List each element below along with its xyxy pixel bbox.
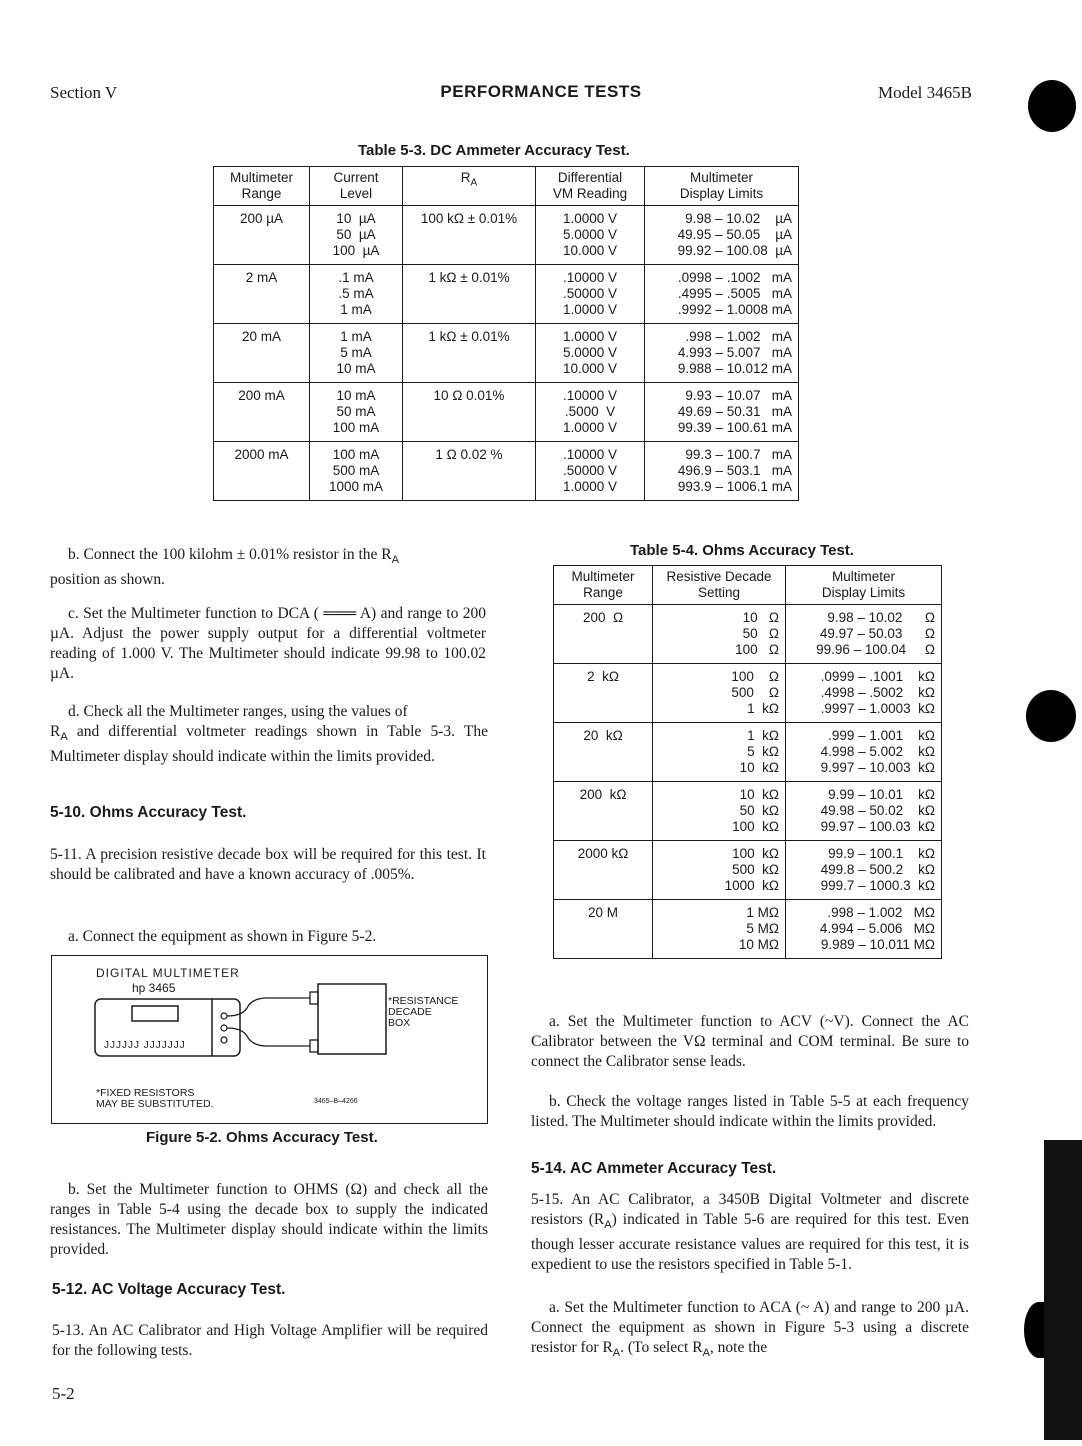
step-a-acv-paragraph: a. Set the Multimeter function to ACV (~V). Connect the AC Calibrator between the VΩ terminal and COM terminal. Be sure to connect the Calibrator sense leads. bbox=[531, 1013, 969, 1070]
table-cell-limits: 9.98 – 10.02 Ω 49.97 – 50.03 Ω 99.96 – 100.04 Ω bbox=[786, 605, 942, 664]
table-cell-setting: 10 Ω 50 Ω 100 Ω bbox=[653, 605, 786, 664]
table-row bbox=[554, 605, 942, 664]
table-cell-limits: 99.9 – 100.1 kΩ 499.8 – 500.2 kΩ 999.7 – 1000.3 kΩ bbox=[786, 841, 942, 900]
step-b-ohms-paragraph: b. Set the Multimeter function to OHMS (Ω) and check all the ranges in Table 5-4 using the decade box to supply the indicated resistances. The Multimeter display should indicate within the limits provided. bbox=[50, 1181, 488, 1258]
table-cell-ra: 10 Ω 0.01% bbox=[403, 383, 536, 442]
column-header: Current Level bbox=[310, 167, 403, 206]
paragraph-5-15: 5-15. An AC Calibrator, a 3450B Digital Voltmeter and discrete resistors $(R_A)$ indicated in Table 5-6 are required for this test. Even though lesser accurate resistance values are required for this test, it is expedient to use the resistors specified in Table 5-1. bbox=[531, 1191, 969, 1274]
paragraph-5-13: 5-13. An AC Calibrator and High Voltage Amplifier will be required for the following tests. bbox=[52, 1322, 488, 1359]
table-cell-limits: .998 – 1.002 MΩ 4.994 – 5.006 MΩ 9.989 – 10.011 MΩ bbox=[786, 900, 942, 959]
table-cell-setting: 100 kΩ 500 kΩ 1000 kΩ bbox=[653, 841, 786, 900]
step-d-paragraph: d. Check all the Multimeter ranges, using the values of $R_A$ and differential voltmeter readings shown in Table 5-3. The Multimeter display should indicate within the limits provided. bbox=[50, 703, 488, 766]
column-header: Multimeter Range bbox=[554, 566, 653, 605]
step-a-aca-paragraph: a. Set the Multimeter function to ACA (~ A) and range to 200 µA. Connect the equipment as shown in Figure 5-3 using a discrete resistor for $R_A$. (To select $R_A$, note the bbox=[531, 1299, 969, 1360]
table-cell-setting: 100 Ω 500 Ω 1 kΩ bbox=[653, 664, 786, 723]
section-5-12-heading: 5-12. AC Voltage Accuracy Test. bbox=[52, 1281, 286, 1298]
column-header: Resistive Decade Setting bbox=[653, 566, 786, 605]
table-row bbox=[214, 324, 799, 383]
table-cell-range: 2000 mA bbox=[214, 442, 310, 501]
table-cell-setting: 1 MΩ 5 MΩ 10 MΩ bbox=[653, 900, 786, 959]
table-row bbox=[214, 265, 799, 324]
table-cell-vm: .10000 V .50000 V 1.0000 V bbox=[536, 265, 645, 324]
table-cell-levels: 10 µA 50 µA 100 µA bbox=[310, 206, 403, 265]
table-cell-vm: 1.0000 V 5.0000 V 10.000 V bbox=[536, 324, 645, 383]
table-cell-levels: .1 mA .5 mA 1 mA bbox=[310, 265, 403, 324]
step-b-paragraph: b. Connect the 100 kilohm ± 0.01% resistor in the $R_A$ position as shown. bbox=[50, 546, 399, 589]
table-5-3-caption: Table 5-3. DC Ammeter Accuracy Test. bbox=[358, 142, 630, 159]
page-edge-shadow bbox=[1044, 1140, 1082, 1440]
table-row bbox=[554, 664, 942, 723]
table-5-3 bbox=[213, 166, 799, 501]
table-cell-levels: 10 mA 50 mA 100 mA bbox=[310, 383, 403, 442]
table-cell-range: 2 mA bbox=[214, 265, 310, 324]
table-cell-ra: 100 kΩ ± 0.01% bbox=[403, 206, 536, 265]
fixed-resistors-note: *FIXED RESISTORS MAY BE SUBSTITUTED. bbox=[96, 1087, 214, 1110]
paragraph-5-11: 5-11. A precision resistive decade box will be required for this test. It should be calibrated and have a known accuracy of .005%. bbox=[50, 846, 486, 883]
binder-hole-middle bbox=[1026, 690, 1076, 742]
section-5-10-heading: 5-10. Ohms Accuracy Test. bbox=[50, 804, 247, 821]
terminal-com bbox=[221, 1025, 227, 1031]
section-5-14-heading: 5-14. AC Ammeter Accuracy Test. bbox=[531, 1160, 777, 1177]
table-row bbox=[214, 206, 799, 265]
terminal-vohm bbox=[221, 1013, 227, 1019]
table-row bbox=[554, 841, 942, 900]
table-row bbox=[554, 900, 942, 959]
table-row bbox=[554, 782, 942, 841]
table-cell-limits: .998 – 1.002 mA 4.993 – 5.007 mA 9.988 – 10.012 mA bbox=[645, 324, 799, 383]
model-label: Model 3465B bbox=[878, 83, 972, 102]
table-cell-range: 2 kΩ bbox=[554, 664, 653, 723]
table-5-4-caption: Table 5-4. Ohms Accuracy Test. bbox=[630, 542, 854, 559]
column-header: $R_A$ bbox=[403, 167, 536, 206]
column-header: Multimeter Range bbox=[214, 167, 310, 206]
figure-5-2 bbox=[51, 955, 488, 1124]
table-row bbox=[214, 383, 799, 442]
step-b-acv-paragraph: b. Check the voltage ranges listed in Table 5-5 at each frequency listed. The Multimeter should indicate within the limits provided. bbox=[531, 1093, 969, 1130]
dmm-model-label: hp 3465 bbox=[132, 981, 176, 995]
table-cell-vm: .10000 V .5000 V 1.0000 V bbox=[536, 383, 645, 442]
table-cell-levels: 100 mA 500 mA 1000 mA bbox=[310, 442, 403, 501]
table-cell-limits: 9.99 – 10.01 kΩ 49.98 – 50.02 kΩ 99.97 – 100.03 kΩ bbox=[786, 782, 942, 841]
table-cell-limits: 9.98 – 10.02 µA 49.95 – 50.05 µA 99.92 – 100.08 µA bbox=[645, 206, 799, 265]
decade-box-label: *RESISTANCE DECADE BOX bbox=[388, 995, 459, 1029]
table-cell-setting: 1 kΩ 5 kΩ 10 kΩ bbox=[653, 723, 786, 782]
table-cell-range: 200 kΩ bbox=[554, 782, 653, 841]
table-cell-ra: 1 kΩ ± 0.01% bbox=[403, 265, 536, 324]
table-cell-ra: 1 kΩ ± 0.01% bbox=[403, 324, 536, 383]
page-number: 5-2 bbox=[52, 1384, 75, 1403]
table-cell-limits: 9.93 – 10.07 mA 49.69 – 50.31 mA 99.39 – 100.61 mA bbox=[645, 383, 799, 442]
table-cell-levels: 1 mA 5 mA 10 mA bbox=[310, 324, 403, 383]
table-cell-limits: 99.3 – 100.7 mA 496.9 – 503.1 mA 993.9 – 1006.1 mA bbox=[645, 442, 799, 501]
step-a-paragraph: a. Connect the equipment as shown in Figure 5-2. bbox=[68, 928, 377, 945]
terminal-a bbox=[221, 1037, 227, 1043]
table-cell-vm: .10000 V .50000 V 1.0000 V bbox=[536, 442, 645, 501]
table-cell-range: 2000 kΩ bbox=[554, 841, 653, 900]
column-header: Multimeter Display Limits bbox=[786, 566, 942, 605]
table-cell-range: 200 µA bbox=[214, 206, 310, 265]
multimeter-display bbox=[132, 1006, 178, 1021]
decade-box bbox=[318, 984, 386, 1054]
table-cell-limits: .0999 – .1001 kΩ .4998 – .5002 kΩ .9997 – 1.0003 kΩ bbox=[786, 664, 942, 723]
step-c-paragraph: c. Set the Multimeter function to DCA ( ═══ A) and range to 200 µA. Adjust the power supply output for a differential voltmeter reading of 1.000 V. The Multimeter should indicate 99.98 to 100.02 µA. bbox=[50, 605, 486, 682]
table-cell-setting: 10 kΩ 50 kΩ 100 kΩ bbox=[653, 782, 786, 841]
table-cell-ra: 1 Ω 0.02 % bbox=[403, 442, 536, 501]
section-label: Section V bbox=[50, 83, 118, 102]
figure-part-number: 3465–B–4266 bbox=[314, 1098, 358, 1105]
table-cell-range: 20 kΩ bbox=[554, 723, 653, 782]
table-cell-range: 20 mA bbox=[214, 324, 310, 383]
table-cell-limits: .0998 – .1002 mA .4995 – .5005 mA .9992 – 1.0008 mA bbox=[645, 265, 799, 324]
column-header: Multimeter Display Limits bbox=[645, 167, 799, 206]
table-cell-vm: 1.0000 V 5.0000 V 10.000 V bbox=[536, 206, 645, 265]
dmm-label: DIGITAL MULTIMETER bbox=[96, 966, 240, 980]
page-title: PERFORMANCE TESTS bbox=[440, 82, 642, 101]
figure-5-2-caption: Figure 5-2. Ohms Accuracy Test. bbox=[146, 1129, 378, 1146]
table-row bbox=[554, 723, 942, 782]
multimeter-keys: JJJJJJ JJJJJJJ bbox=[104, 1040, 186, 1051]
table-cell-range: 200 Ω bbox=[554, 605, 653, 664]
column-header: Differential VM Reading bbox=[536, 167, 645, 206]
table-5-4 bbox=[553, 565, 942, 959]
table-row bbox=[214, 442, 799, 501]
table-cell-limits: .999 – 1.001 kΩ 4.998 – 5.002 kΩ 9.997 – 10.003 kΩ bbox=[786, 723, 942, 782]
table-cell-range: 20 M bbox=[554, 900, 653, 959]
table-cell-range: 200 mA bbox=[214, 383, 310, 442]
binder-hole-top bbox=[1028, 80, 1076, 132]
